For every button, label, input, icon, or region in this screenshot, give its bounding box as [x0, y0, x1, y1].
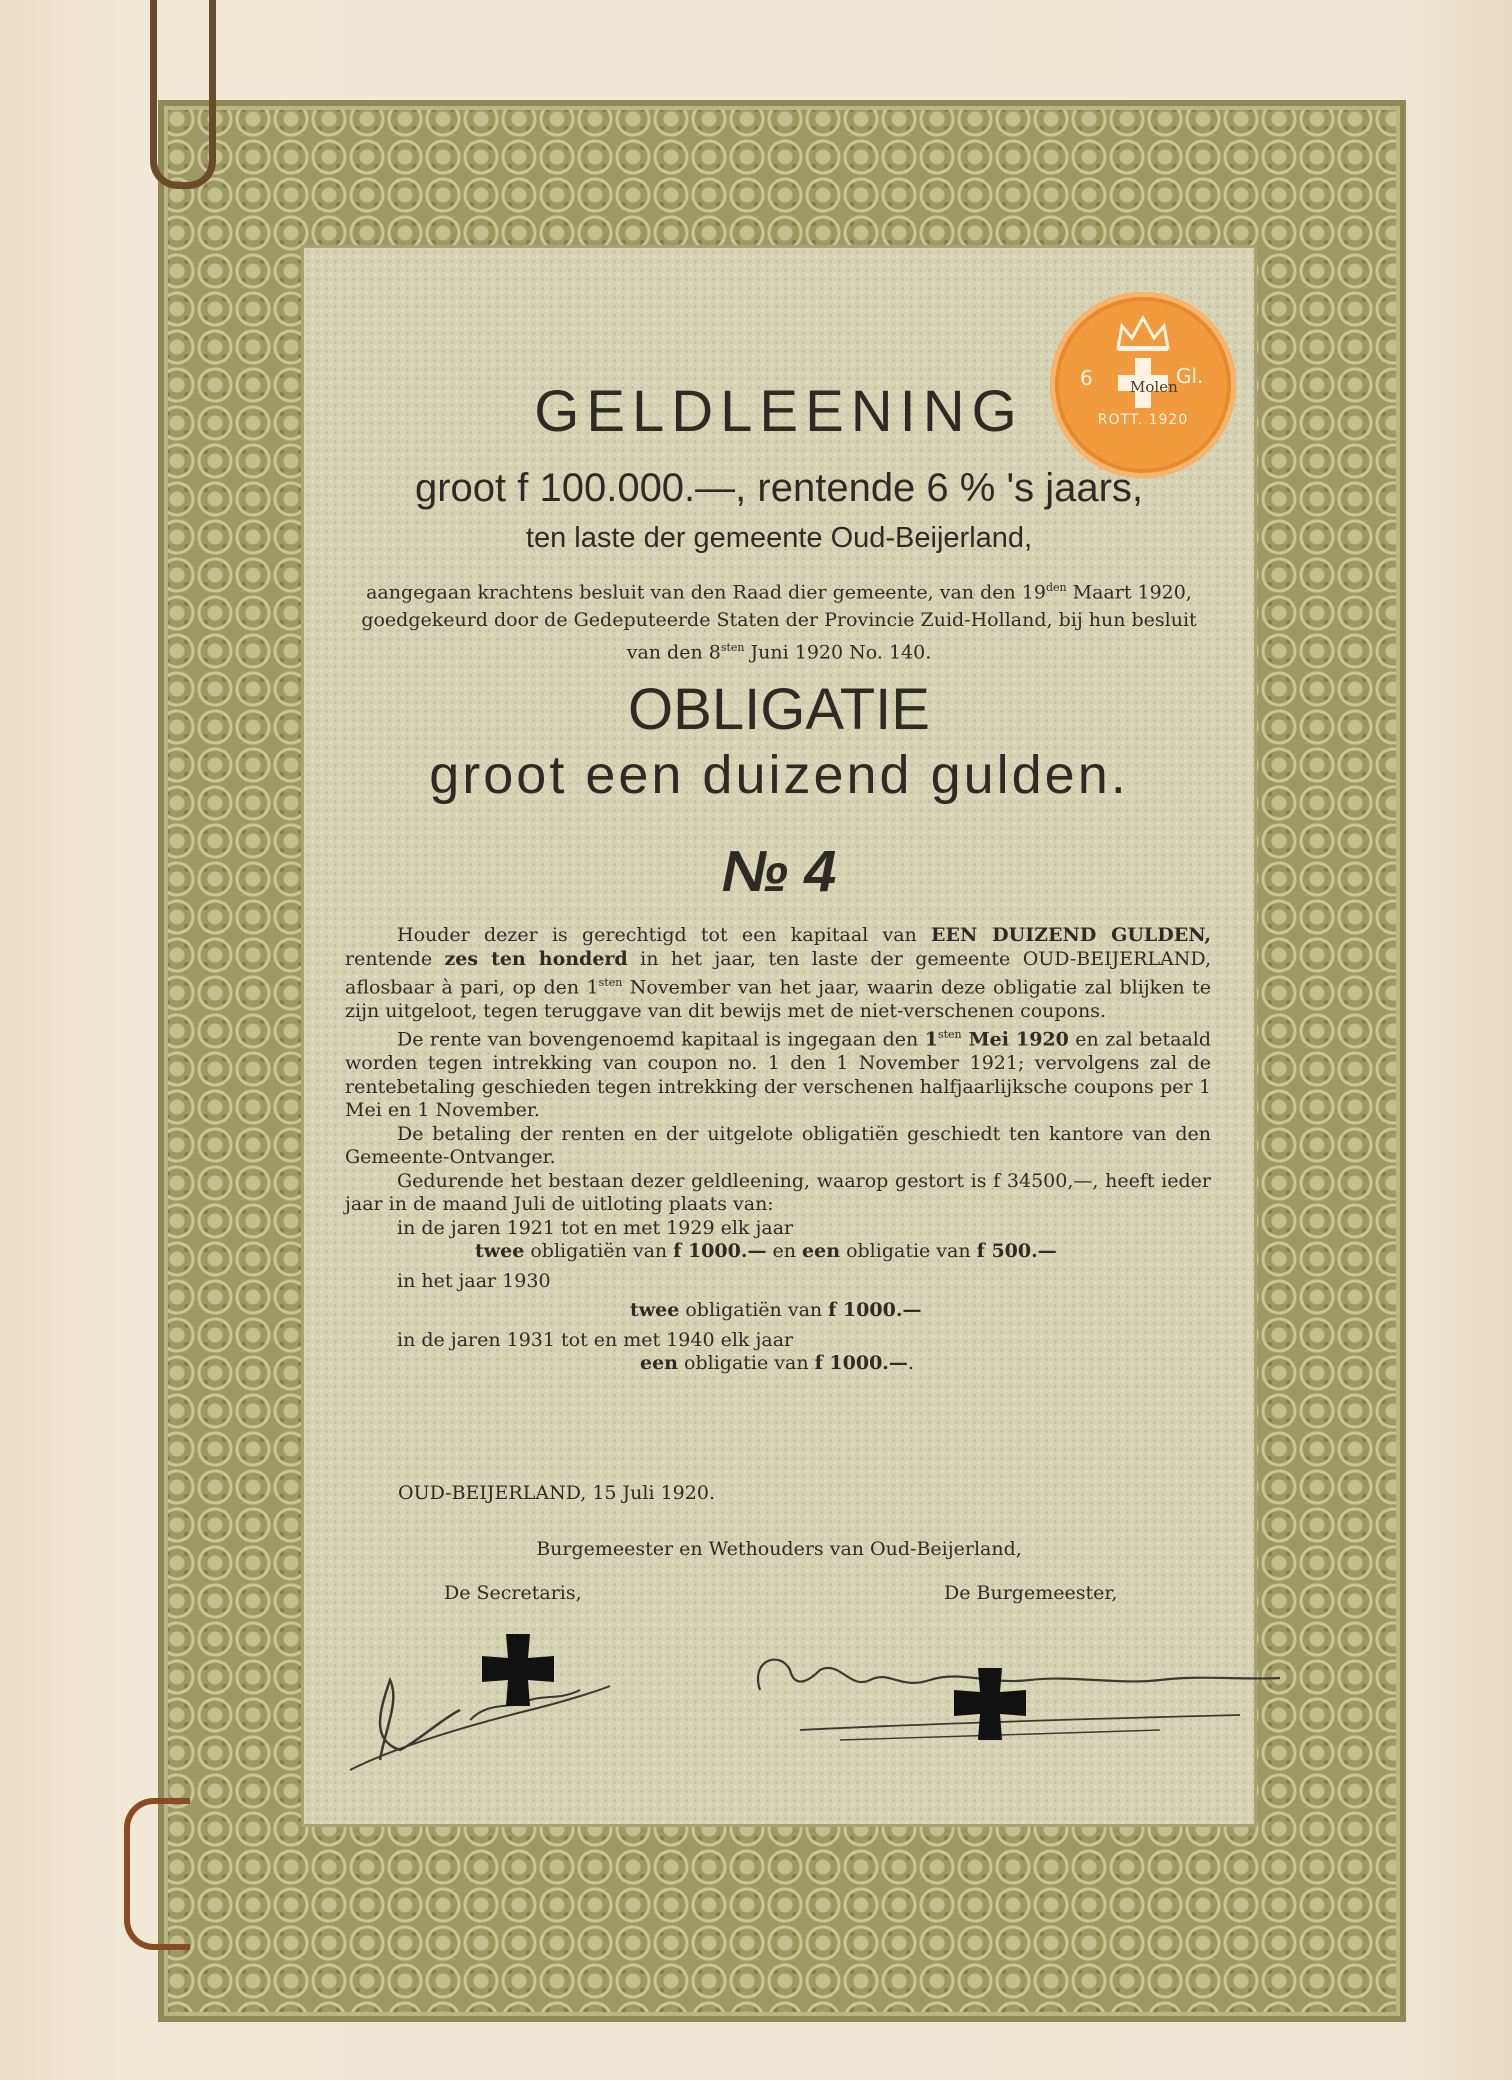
loan-amount-line: groot f 100.000.—, rentende 6 % 's jaars,	[414, 466, 1144, 510]
schedule-detail-1: twee obligatiën van f 1000.— en een obligatie van f 500.—	[475, 1240, 1057, 1263]
crown-icon	[1114, 314, 1172, 352]
cancel-punch-hole	[950, 1664, 1030, 1744]
document-title: GELDLEENING	[534, 379, 1024, 444]
cancel-punch-hole	[478, 1630, 558, 1710]
rust-stain	[124, 1798, 190, 1950]
para-drawing: Gedurende het bestaan dezer geldleening, waarop gestort is f 34500,—, heeft ieder jaar in de maand Juli de uitloting plaats van:	[345, 1169, 1211, 1216]
signatory-mayor: De Burgemeester,	[944, 1582, 1118, 1604]
resolution-line1-a: aangegaan krachtens besluit van den Raad dier gemeente, van den 19	[366, 581, 1046, 604]
resolution-line1-b: Maart 1920,	[1066, 581, 1192, 604]
certificate-number: № 4	[721, 839, 837, 904]
para-holder: Houder dezer is gerechtigd tot een kapitaal van EEN DUIZEND GULDEN, rentende zes ten honderd in het jaar, ten laste der gemeente OUD-BEIJERLAND, aflosbaar à pari, op den $1^{sten}$ November van het jaar, waarin deze obligatie zal blijken te zijn uitgeloot, tegen teruggave van dit bewijs met de niet-verschenen coupons.	[345, 924, 1211, 1022]
issuing-authority: Burgemeester en Wethouders van Oud-Beijerland,	[536, 1538, 1022, 1560]
signatory-secretary: De Secretaris,	[444, 1582, 582, 1604]
schedule-period-1: in de jaren 1921 tot en met 1929 elk jaar	[397, 1216, 794, 1239]
schedule-detail-2: twee obligatiën van f 1000.—	[630, 1299, 922, 1322]
place-date: OUD-BEIJERLAND, 15 Juli 1920.	[398, 1482, 715, 1504]
resolution-line3-a: van den 8	[626, 641, 721, 664]
resolution-line3-b: Juni 1920 No. 140.	[744, 641, 932, 664]
resolution-line1-sup: den	[1045, 581, 1067, 594]
schedule-detail-3: een obligatie van f 1000.—.	[640, 1352, 914, 1375]
schedule-period-2: in het jaar 1930	[397, 1269, 551, 1292]
stamp-left-value: 6	[1080, 366, 1093, 390]
resolution-line2: goedgekeurd door de Gedeputeerde Staten der Provincie Zuid-Holland, bij hun besluit	[361, 609, 1197, 632]
stamp-bottom-text: ROTT. 1920	[1097, 412, 1189, 428]
terms-body	[345, 924, 1211, 1376]
denomination: groot een duizend gulden.	[429, 745, 1129, 805]
resolution-text	[304, 574, 1254, 667]
document-type: OBLIGATIE	[628, 677, 930, 742]
stamp-right-value: Gl.	[1176, 364, 1204, 388]
schedule-period-3: in de jaren 1931 tot en met 1940 elk jaar	[397, 1328, 794, 1351]
para-payment: De betaling der renten en der uitgelote obligatiën geschiedt ten kantore van den Gemeente-Ontvanger.	[345, 1122, 1211, 1169]
stamp-perforation: Molen	[1130, 378, 1178, 396]
resolution-line3-sup: sten	[720, 641, 745, 655]
para-interest: De rente van bovengenoemd kapitaal is ingegaan den $1^{sten}$ Mei 1920 en zal betaald worden tegen intrekking van coupon no. 1 den 1 November 1921; vervolgens zal de rentebetaling geschieden tegen intrekking der verschenen halfjaarlijksche coupons per 1 Mei en 1 November.	[345, 1028, 1212, 1122]
paperclip-icon	[150, 0, 216, 189]
municipality-line: ten laste der gemeente Oud-Beijerland,	[525, 522, 1033, 554]
